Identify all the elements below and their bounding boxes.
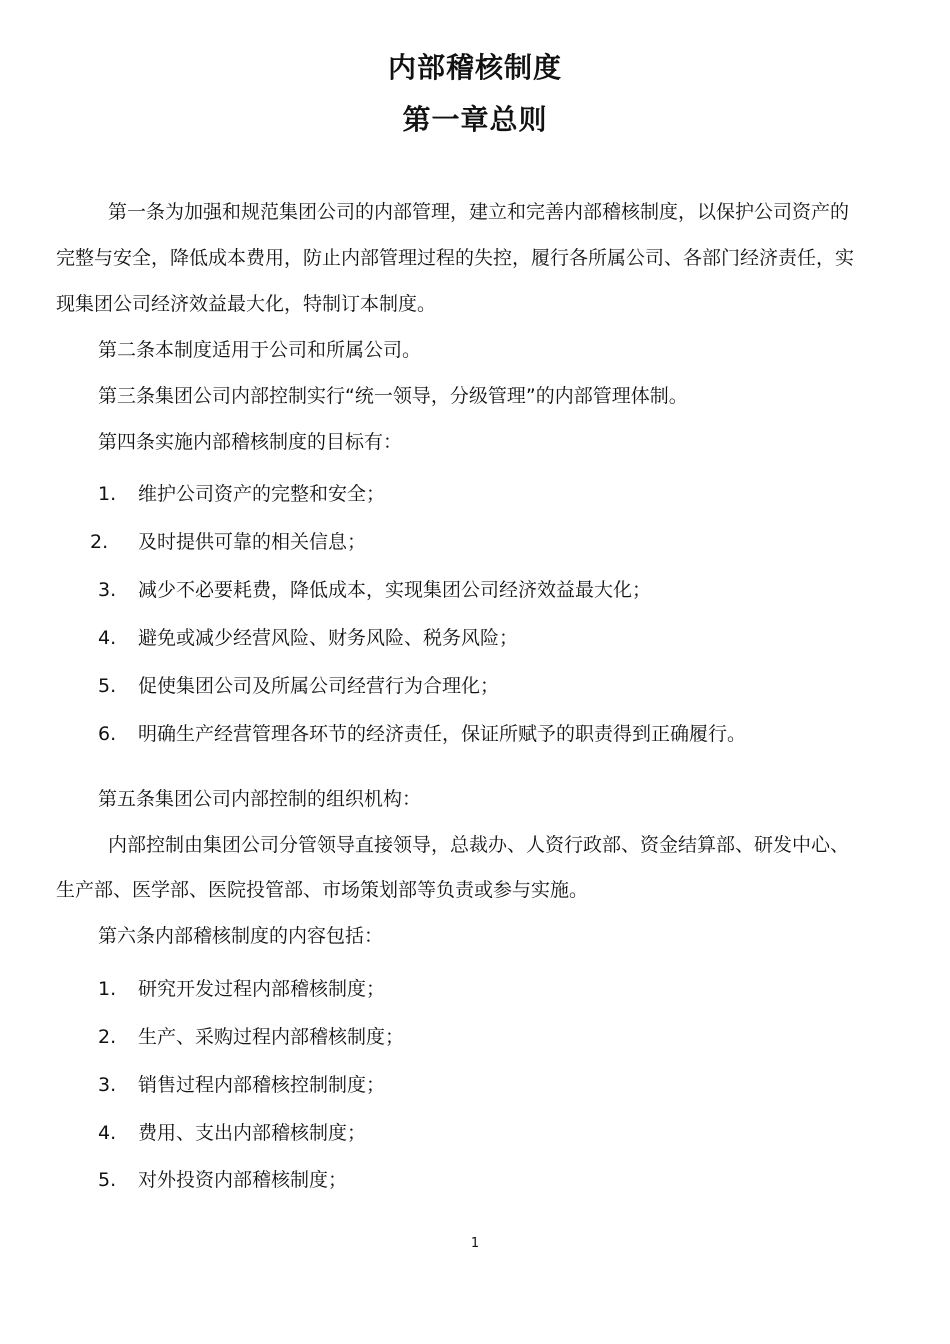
article1-line2: 完整与安全，降低成本费用，防止内部管理过程的失控，履行各所属公司、各部门经济责任，实 (56, 247, 855, 269)
article3: 第三条集团公司内部控制实行“统一领导，分级管理”的内部管理体制。 (98, 385, 688, 407)
list-number: 5. (98, 675, 117, 697)
list-number: 4. (98, 1122, 117, 1144)
list-number: 5. (98, 1169, 117, 1191)
list-text: 维护公司资产的完整和安全； (138, 483, 386, 505)
list-number: 1. (98, 978, 117, 1000)
org-line1: 内部控制由集团公司分管领导直接领导，总裁办、人资行政部、资金结算部、研发中心、 (108, 834, 850, 856)
article5: 第五条集团公司内部控制的组织机构： (98, 788, 422, 810)
list-text: 及时提供可靠的相关信息； (138, 531, 367, 553)
list-text: 生产、采购过程内部稽核制度； (138, 1026, 405, 1048)
article4: 第四条实施内部稽核制度的目标有： (98, 431, 403, 453)
document-title: 内部稽核制度 (387, 51, 562, 84)
article2: 第二条本制度适用于公司和所属公司。 (98, 339, 422, 361)
list-text: 促使集团公司及所属公司经营行为合理化； (138, 675, 500, 697)
list-text: 避免或减少经营风险、财务风险、税务风险； (138, 627, 519, 649)
page-number: 1 (470, 1236, 480, 1251)
list-text: 费用、支出内部稽核制度； (138, 1122, 367, 1144)
list-number: 3. (98, 1074, 117, 1096)
list-number: 2. (98, 1026, 117, 1048)
article1-line1: 第一条为加强和规范集团公司的内部管理，建立和完善内部稽核制度，以保护公司资产的 (108, 201, 850, 223)
article6: 第六条内部稽核制度的内容包括： (98, 925, 384, 947)
list-text: 研究开发过程内部稽核制度； (138, 978, 386, 1000)
list-number: 6. (98, 723, 117, 745)
list-text: 减少不必要耗费，降低成本，实现集团公司经济效益最大化； (138, 579, 652, 601)
list-text: 明确生产经营管理各环节的经济责任，保证所赋予的职责得到正确履行。 (138, 723, 747, 745)
list-number: 1. (98, 483, 117, 505)
chapter-title: 第一章总则 (402, 103, 548, 136)
list-number: 2. (90, 531, 109, 553)
list-number: 3. (98, 579, 117, 601)
list-text: 销售过程内部稽核控制制度； (138, 1074, 386, 1096)
org-line2: 生产部、医学部、医院投管部、市场策划部等负责或参与实施。 (56, 879, 589, 901)
list-text: 对外投资内部稽核制度； (138, 1169, 348, 1191)
list-number: 4. (98, 627, 117, 649)
article1-line3: 现集团公司经济效益最大化，特制订本制度。 (56, 293, 437, 315)
